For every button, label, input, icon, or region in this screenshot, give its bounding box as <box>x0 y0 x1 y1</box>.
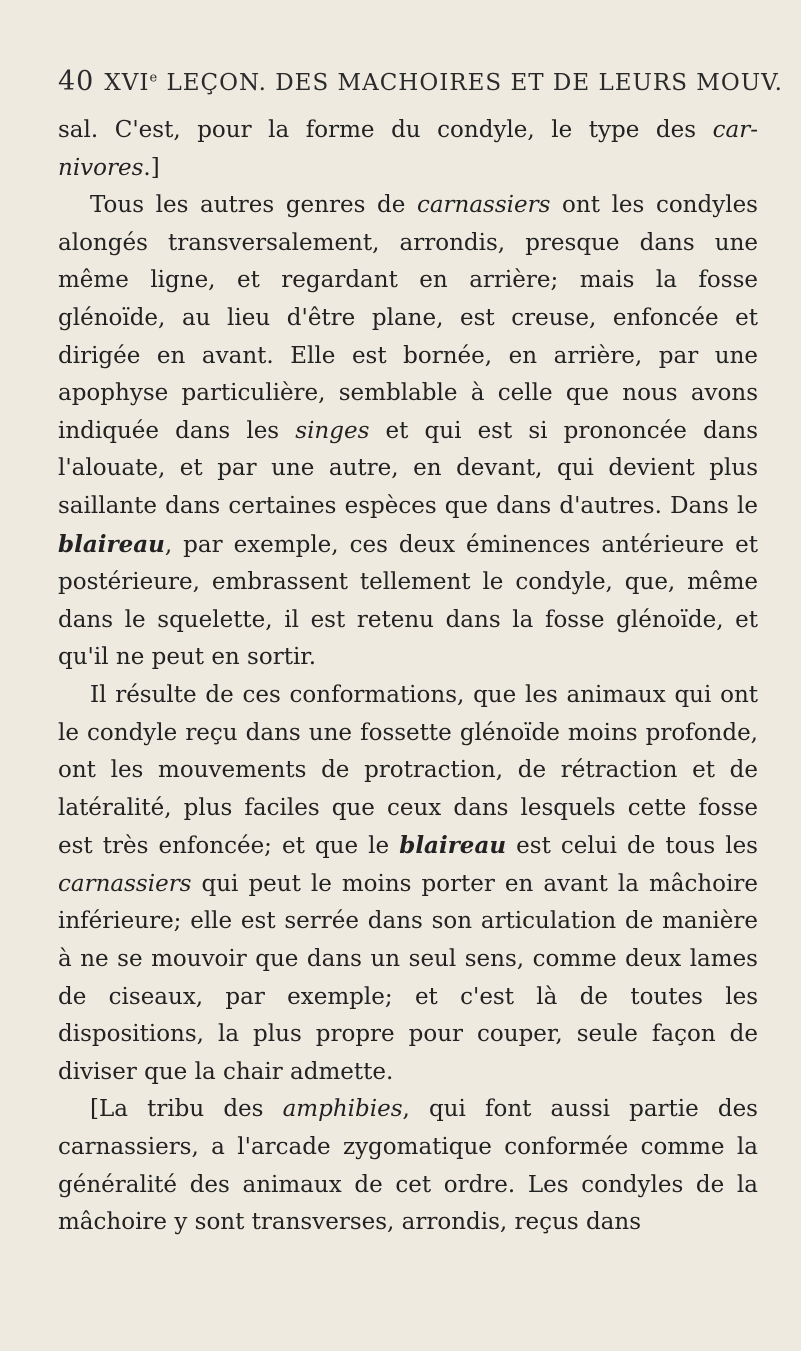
p2-italic-2: singes <box>295 417 370 444</box>
p3-text-c: qui peut le moins porter en avant la mâchoire inférieure; elle est serrée dans son articulation de manière à ne se mouvoir que dans un seul sens, comme deux lames de ciseaux, par exemple; et c'est là de toutes les dispositions, la plus propre pour couper, seule façon de diviser que la chair admette. <box>58 870 758 1085</box>
lecture-number: XVI <box>104 70 150 96</box>
paragraph-4 <box>58 1091 758 1241</box>
p2-text-b: ont les condyles alongés transversalement, arrondis, presque dans une même ligne, et regardant en arrière; mais la fosse glénoïde, au lieu d'être plane, est creuse, enfoncée et dirigée en avant. Elle est bornée, en arrière, par une apophyse particulière, semblable à celle que nous avons indiquée dans les <box>58 192 758 444</box>
paragraph-3 <box>58 677 758 1092</box>
paragraph-2 <box>58 187 758 677</box>
page-number: 40 <box>58 66 95 97</box>
p3-text-b: est celui de tous les <box>506 833 758 860</box>
p2-italic-1: carnassiers <box>416 192 551 219</box>
p4-text-b: , qui font aussi partie des carnassiers, a l'arcade zygomatique conformée comme la généralité des animaux de cet ordre. Les condyles de la mâchoire y sont transverses, arrondis, reçus dans <box>58 1096 758 1236</box>
ordinal-suffix: e <box>149 70 159 86</box>
p1-text-b: .] <box>143 154 160 181</box>
p2-text-d: , par exemple, ces deux éminences antérieure et postérieure, embrassent tellement le condyle, que, même dans le squelette, il est retenu dans la fosse glénoïde, et qu'il ne peut en sortir. <box>58 531 758 671</box>
running-header <box>58 66 783 97</box>
p2-bold-italic: blaireau <box>58 530 165 558</box>
p1-text-a: sal. C'est, pour la forme du condyle, le type des <box>58 117 713 143</box>
p3-bold-italic: blaireau <box>399 832 507 860</box>
p2-text-c: et qui est si prononcée dans l'alouate, et par une autre, en devant, qui devient plus saillante dans certaines espèces que dans d'autres. Dans le <box>58 417 759 519</box>
p1-italic: car-nivores <box>58 117 758 181</box>
p2-text-a: Tous les autres genres de <box>90 192 417 219</box>
running-title: LEÇON. DES MACHOIRES ET DE LEURS MOUV. <box>166 70 783 96</box>
p3-text-a: Il résulte de ces conformations, que les animaux qui ont le condyle reçu dans une fossette glénoïde moins profonde, ont les mouvements de protraction, de rétraction et de latéralité, plus faciles que ceux dans lesquels cette fosse est très enfoncée; et que le <box>58 681 758 860</box>
p3-italic: carnassiers <box>58 870 192 897</box>
p4-italic: amphibies <box>282 1096 403 1123</box>
paragraph-1 <box>58 112 758 187</box>
p4-text-a: [La tribu des <box>90 1096 283 1123</box>
body-text <box>58 112 758 1242</box>
